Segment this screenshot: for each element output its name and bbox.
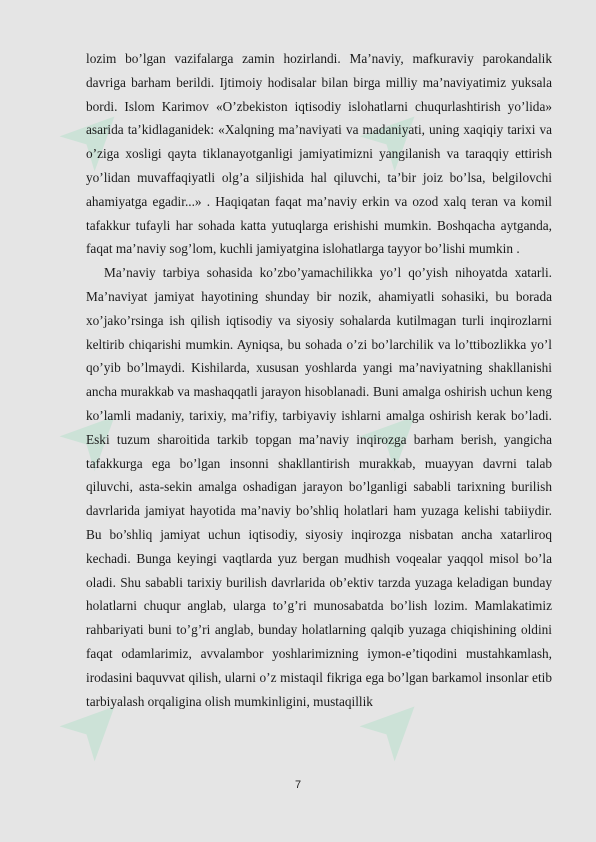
watermark-logo: ➤: [338, 669, 450, 781]
watermark-logo: ➤: [38, 79, 150, 191]
watermark-logo: ➤: [338, 79, 450, 191]
page-number: 7: [294, 779, 302, 791]
paragraph: Ma’naviy tarbiya sohasida ko’zbo’yamachilikka yo’l qo’yish nihoyatda xatarli. Ma’naviyat jamiyat hayotining shunday bir nozik, ahamiyatli sohasiki, bu borada xo’jako’rsinga ish qilish iqtisodiy va siyosiy sohalarda kutilmagan turli inqirozlarni keltirib chiqarishi mumkin. Ayniqsa, bu sohada o’zi bo’larchilik va lo’ttibozlikka yo’l qo’yib bo’lmaydi. Kishilarda, xususan yoshlarda yangi ma’naviyatning shakllanishi ancha murakkab va mashaqqatli jarayon hisoblanadi. Buni amalga oshirish uchun keng ko’lamli madaniy, tarixiy, ma’rifiy, tarbiyaviy ishlarni amalga oshirish kerak bo’ladi. Eski tuzum sharoitida tarkib topgan ma’naviy inqirozga barham berish, yangicha tafakkurga ega bo’lgan insonni shakllantirish murakkab, muayyan davrni talab qiluvchi, asta-sekin amalga oshadigan jarayon bo’lganligi sababli tarixning burilish davrlarida jamiyat hayotida ma’naviy bo’shliq holatlari ham yuzaga kelishi tabiiydir. Bu bo’shliq jamiyat uchun iqtisodiy, siyosiy inqirozga nisbatan ancha xatarliroq kechadi. Bunga keyingi vaqtlarda yuz bergan mudhish voqealar yaqqol misol bo’la oladi. Shu sababli tarixiy burilish davrlarida ob’ektiv tarzda yuzaga keladigan bunday holatlarni chuqur anglab, ularga to’g’ri munosabatda bo’lish lozim. Mamlakatimiz rahbariyati buni to’g’ri anglab, bunday holatlarning qalqib yuzaga chiqishining oldini faqat odamlarimiz, avvalambor yoshlarimizning iymon-e’tiqodini mustahkamlash, irodasini baquvvat qilish, ularni o’z mistaqil fikriga ega bo’lgan barkamol insonlar etib tarbiyalash orqaligina olish mumkinligini, mustaqillik: [86, 265, 552, 709]
watermark-logo: ➤: [338, 379, 450, 491]
paragraph: lozim bo’lgan vazifalarga zamin hozirlandi. Ma’naviy, mafkuraviy parokandalik davriga barham berildi. Ijtimoiy hodisalar bilan birga milliy ma’naviyatimiz yuksala bordi. Islom Karimov «O’zbekiston iqtisodiy islohatlarni chuqurlashtirish yo’lida» asarida ta’kidlaganidek: «Xalqning ma’naviyati va madaniyati, uning xaqiqiy tarixi va o’ziga xosligi qayta tiklanayotganligi jamiyatimizni yangilanish va taraqqiy ettirish yo’lidan muvaffaqiyatli olg’a siljishida hal qiluvchi, ta’bir joiz bo’lsa, belgilovchi ahamiyatga egadir...» . Haqiqatan faqat ma’naviy erkin va ozod xalq teran va komil tafakkur tufayli har sohada katta yutuqlarga erishishi mumkin. Boshqacha aytganda, faqat ma’naviy sog’lom, kuchli jamiyatgina islohatlarga tayyor bo’lishi mumkin .: [86, 51, 552, 257]
watermark-logo: ➤: [38, 379, 150, 491]
watermark-logo: ➤: [38, 669, 150, 781]
body-text: [86, 47, 552, 713]
